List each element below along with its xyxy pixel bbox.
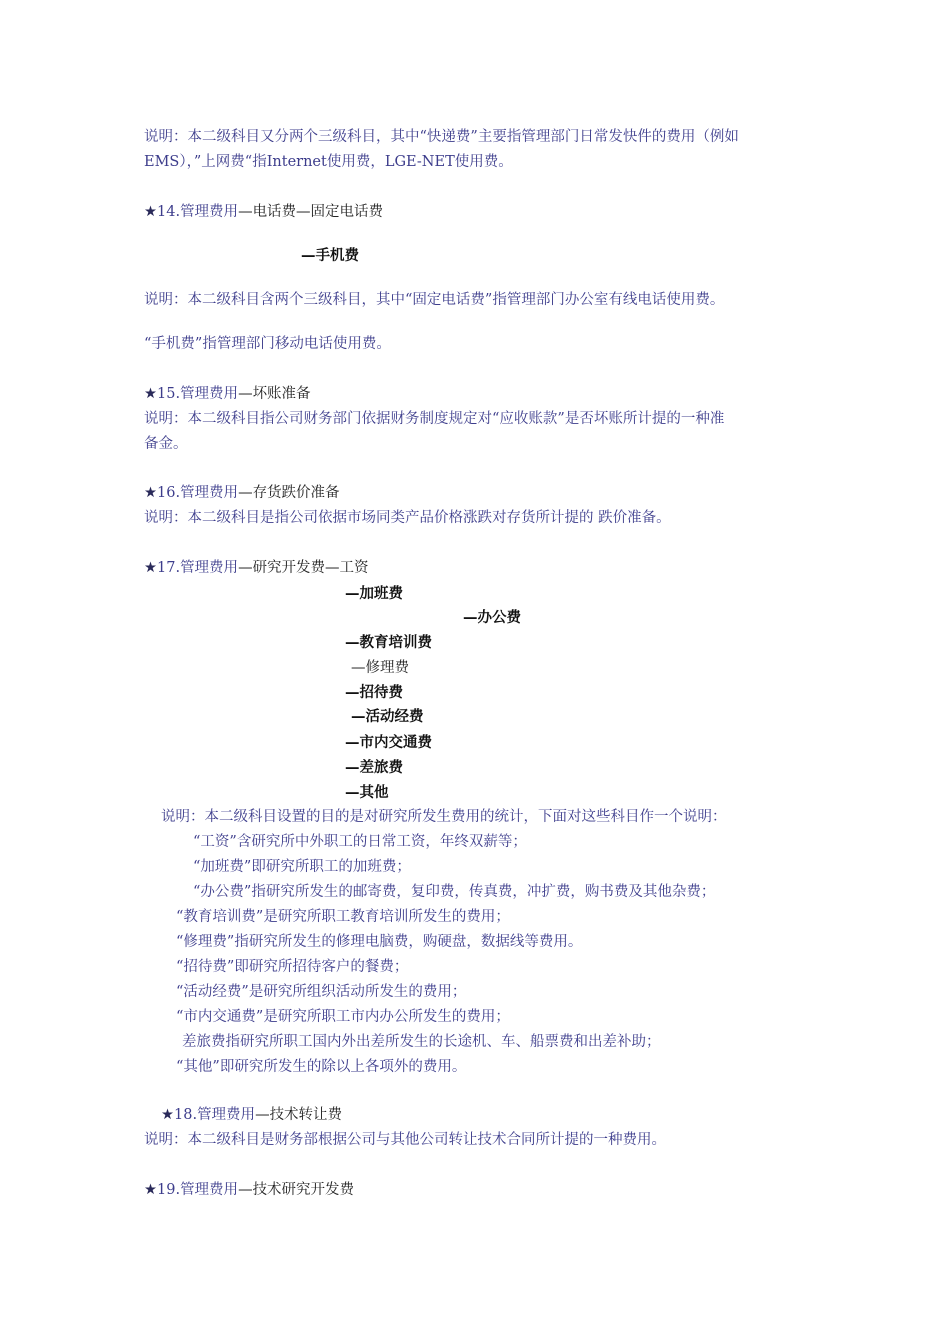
heading-number: 16. bbox=[157, 485, 181, 501]
heading-number: 15. bbox=[157, 386, 181, 402]
heading-category: 管理费用 bbox=[180, 560, 239, 576]
heading-subject: —技术转让费 bbox=[255, 1107, 343, 1123]
sec17-note-transport: “市内交通费”是研究所职工市内办公所发生的费用； bbox=[176, 1009, 510, 1025]
sec13-note-line2: EMS），”上网费“指Internet使用费，LGE-NET使用费。 bbox=[144, 154, 513, 170]
sec17-heading bbox=[144, 557, 369, 579]
sec14-sub-mobile: —手机费 bbox=[301, 248, 359, 264]
sec17-note-wage: “工资”含研究所中外职工的日常工资，年终双薪等； bbox=[193, 834, 527, 850]
heading-subject: —坏账准备 bbox=[238, 386, 311, 402]
sec17-note-travel: 差旅费指研究所职工国内外出差所发生的长途机、车、船票费和出差补助； bbox=[182, 1034, 661, 1050]
star-icon: ★ bbox=[144, 1182, 157, 1198]
heading-category: 管理费用 bbox=[180, 485, 239, 501]
sec17-sub-office: —办公费 bbox=[463, 610, 521, 626]
heading-subject: —存货跌价准备 bbox=[238, 485, 340, 501]
sec18-note-line1: 说明：本二级科目是财务部根据公司与其他公司转让技术合同所计提的一种费用。 bbox=[144, 1132, 666, 1148]
sec19-heading bbox=[144, 1179, 354, 1201]
sec17-note-training: “教育培训费”是研究所职工教育培训所发生的费用； bbox=[176, 909, 510, 925]
sec13-note-line1: 说明：本二级科目又分两个三级科目，其中“快递费”主要指管理部门日常发快件的费用（例如 bbox=[144, 129, 739, 145]
sec17-note-intro: 说明：本二级科目设置的目的是对研究所发生费用的统计，下面对这些科目作一个说明： bbox=[161, 809, 727, 825]
sec17-sub-repair: —修理费 bbox=[351, 660, 409, 676]
sec15-note-line2: 备金。 bbox=[144, 436, 188, 452]
sec17-note-entertain: “招待费”即研究所招待客户的餐费； bbox=[176, 959, 409, 975]
sec17-note-repair: “修理费”指研究所发生的修理电脑费，购硬盘，数据线等费用。 bbox=[176, 934, 583, 950]
heading-category: 管理费用 bbox=[197, 1107, 256, 1123]
sec16-heading bbox=[144, 482, 340, 504]
sec14-note-line2: “手机费”指管理部门移动电话使用费。 bbox=[144, 336, 391, 352]
star-icon: ★ bbox=[161, 1107, 174, 1123]
heading-number: 14. bbox=[157, 204, 181, 220]
sec17-note-office: “办公费”指研究所发生的邮寄费，复印费，传真费，冲扩费，购书费及其他杂费； bbox=[193, 884, 716, 900]
heading-category: 管理费用 bbox=[180, 204, 239, 220]
sec17-sub-training: —教育培训费 bbox=[345, 635, 432, 651]
sec17-sub-travel: —差旅费 bbox=[345, 760, 403, 776]
heading-category: 管理费用 bbox=[180, 386, 239, 402]
star-icon: ★ bbox=[144, 560, 157, 576]
sec17-note-other: “其他”即研究所发生的除以上各项外的费用。 bbox=[176, 1059, 467, 1075]
heading-subject: —电话费—固定电话费 bbox=[238, 204, 384, 220]
heading-number: 18. bbox=[174, 1107, 198, 1123]
star-icon: ★ bbox=[144, 386, 157, 402]
sec17-sub-transport: —市内交通费 bbox=[345, 735, 432, 751]
sec17-note-overtime: “加班费”即研究所职工的加班费； bbox=[193, 859, 411, 875]
heading-subject: —技术研究开发费 bbox=[238, 1182, 355, 1198]
sec17-sub-entertain: —招待费 bbox=[345, 685, 403, 701]
sec14-heading bbox=[144, 201, 383, 223]
sec17-sub-overtime: —加班费 bbox=[345, 586, 403, 602]
sec14-note-line1: 说明：本二级科目含两个三级科目，其中“固定电话费”指管理部门办公室有线电话使用费。 bbox=[144, 292, 725, 308]
heading-number: 17. bbox=[157, 560, 181, 576]
sec17-sub-activity: —活动经费 bbox=[351, 709, 424, 725]
heading-number: 19. bbox=[157, 1182, 181, 1198]
star-icon: ★ bbox=[144, 485, 157, 501]
sec18-heading bbox=[161, 1104, 342, 1126]
sec17-sub-other: —其他 bbox=[345, 785, 389, 801]
heading-subject: —研究开发费—工资 bbox=[238, 560, 369, 576]
sec16-note-line1: 说明：本二级科目是指公司依据市场同类产品价格涨跌对存货所计提的 跌价准备。 bbox=[144, 510, 671, 526]
star-icon: ★ bbox=[144, 204, 157, 220]
heading-category: 管理费用 bbox=[180, 1182, 239, 1198]
sec15-note-line1: 说明：本二级科目指公司财务部门依据财务制度规定对“应收账款”是否坏账所计提的一种准 bbox=[144, 411, 725, 427]
sec15-heading bbox=[144, 383, 311, 405]
sec17-note-activity: “活动经费”是研究所组织活动所发生的费用； bbox=[176, 984, 467, 1000]
